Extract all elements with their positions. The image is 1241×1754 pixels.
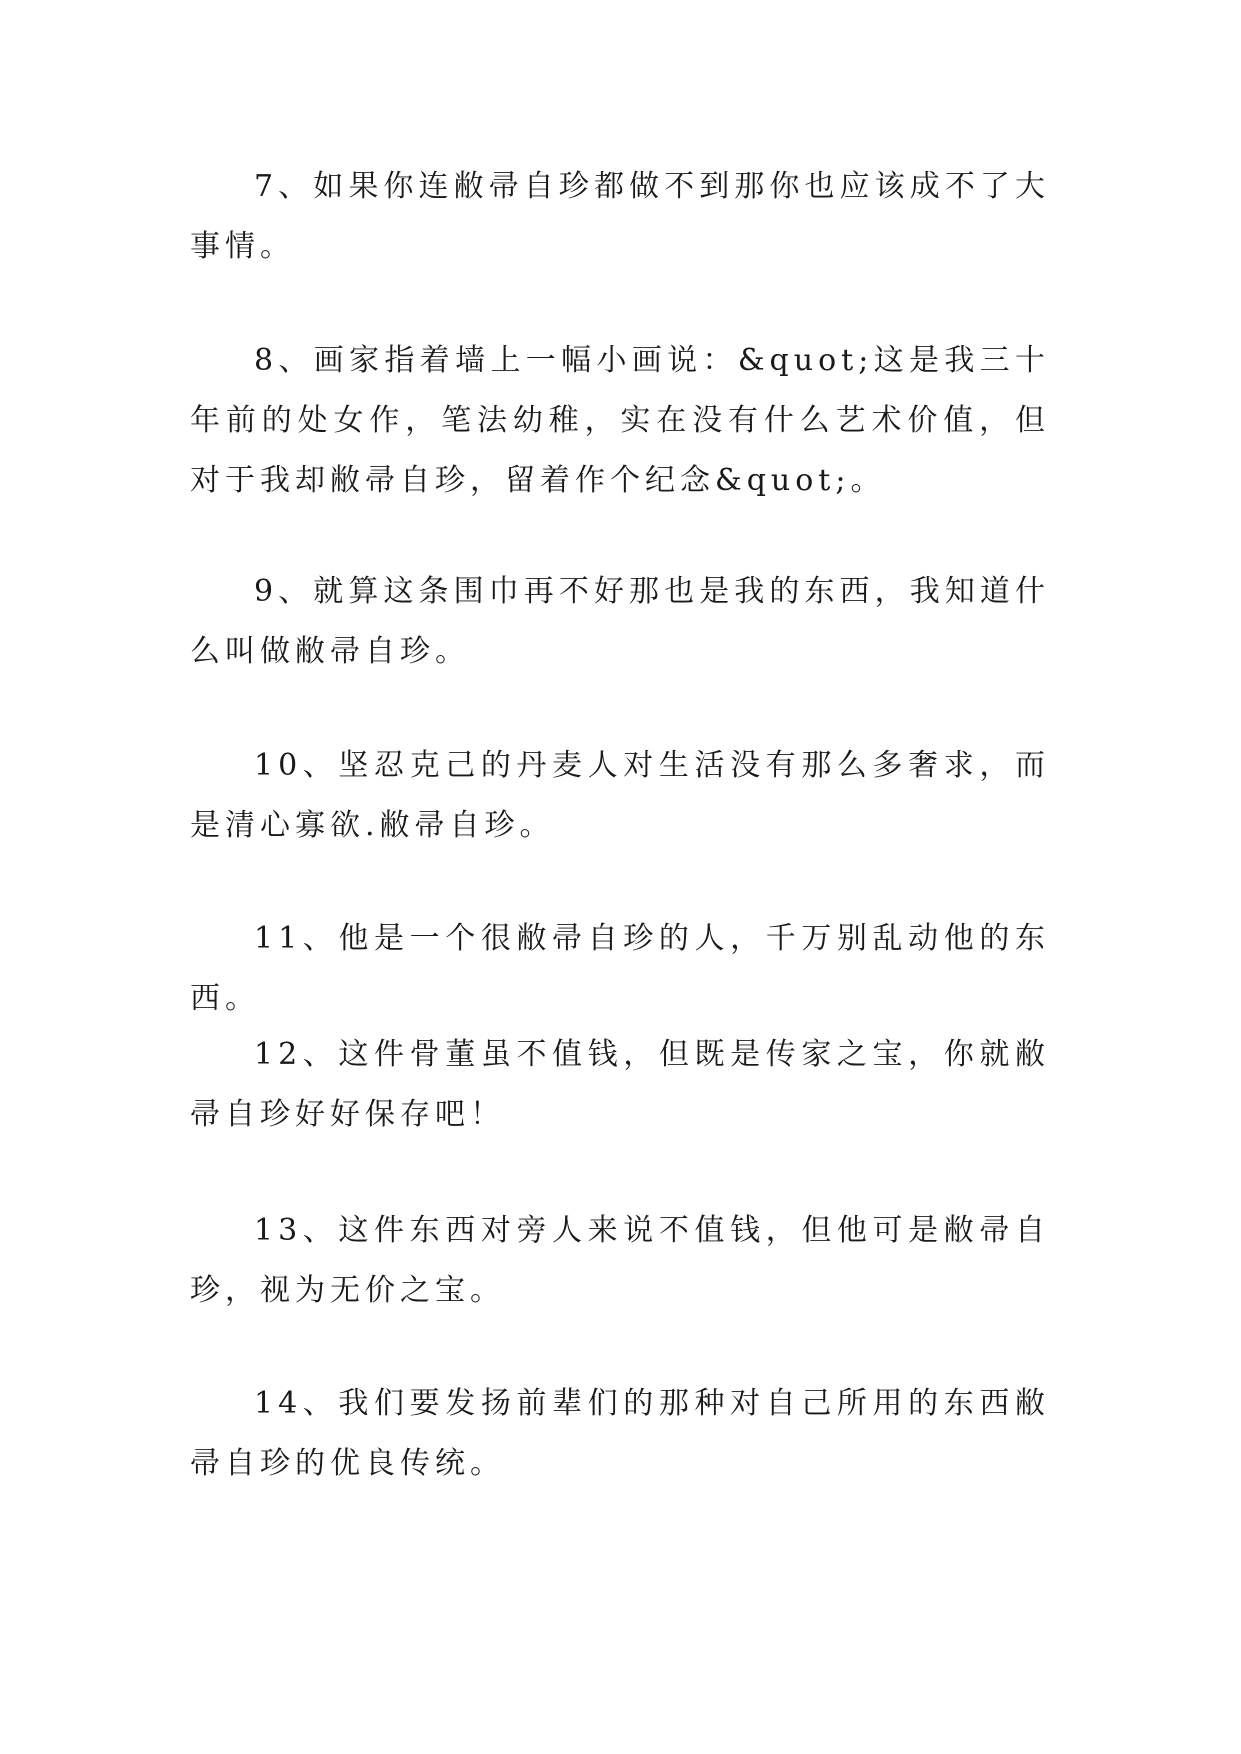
paragraph-10: 10、坚忍克己的丹麦人对生活没有那么多奢求，而是清心寡欲.敝帚自珍。 (190, 748, 1050, 843)
paragraph-8: 8、画家指着墙上一幅小画说：&quot;这是我三十年前的处女作，笔法幼稚，实在没有什么艺术价值，但对于我却敝帚自珍，留着作个纪念&quot;。 (190, 343, 1050, 498)
paragraph-14: 14、我们要发扬前辈们的那种对自己所用的东西敝帚自珍的优良传统。 (190, 1386, 1050, 1481)
paragraph-9: 9、就算这条围巾再不好那也是我的东西，我知道什么叫做敝帚自珍。 (190, 574, 1050, 669)
paragraph-13: 13、这件东西对旁人来说不值钱，但他可是敝帚自珍，视为无价之宝。 (190, 1213, 1050, 1308)
paragraph-12: 12、这件骨董虽不值钱，但既是传家之宝，你就敝帚自珍好好保存吧！ (190, 1037, 1050, 1132)
paragraph-11: 11、他是一个很敝帚自珍的人，千万别乱动他的东西。 (190, 921, 1050, 1016)
paragraph-7: 7、如果你连敝帚自珍都做不到那你也应该成不了大事情。 (190, 169, 1050, 264)
